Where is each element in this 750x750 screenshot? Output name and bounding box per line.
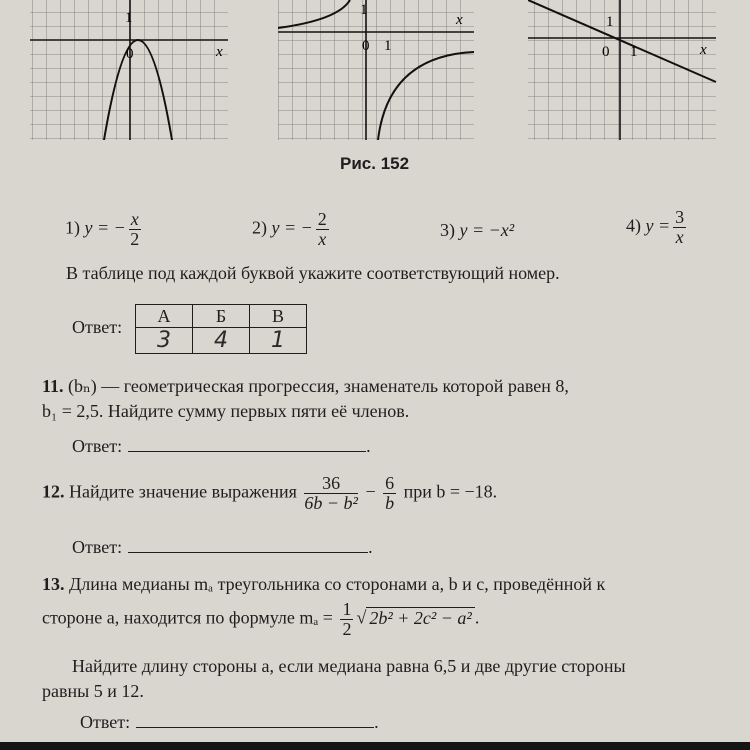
graph-c-svg [528, 0, 718, 140]
numerator: x [130, 209, 139, 229]
tick-x-label: 1 [630, 44, 638, 60]
problem-13-line1 [42, 574, 605, 595]
problem-13-text3: Найдите длину стороны a, если медиана равна 6,5 и две другие стороны [72, 656, 626, 676]
numerator: 36 [304, 474, 358, 494]
formula-1-lhs: y = − [84, 217, 126, 238]
problem-13-answer [80, 712, 379, 733]
x-axis-label: x [216, 44, 223, 60]
answer-input-line[interactable] [128, 538, 368, 553]
header-cell: А [136, 305, 193, 328]
graph-c [528, 0, 718, 140]
one-half-fraction [340, 600, 353, 639]
figure-caption: Рис. 152 [340, 154, 410, 173]
sqrt-sign: √ [356, 607, 367, 628]
minus-sign: − [365, 481, 376, 502]
origin-label: 0 [126, 46, 134, 62]
problem-12-condition: при b = −18. [403, 481, 498, 502]
problem-13-text4: равны 5 и 12. [42, 681, 144, 701]
formula-4-num: 4) [626, 215, 641, 236]
problem-11-answer [72, 436, 371, 457]
radicand: 2b² + 2c² − a² [366, 607, 474, 628]
denominator: 2 [342, 618, 352, 639]
graph-b-svg [278, 0, 478, 140]
x-axis-label: x [456, 12, 463, 28]
problem-11-number: 11. [42, 376, 64, 396]
problem-12-number: 12. [42, 481, 65, 502]
answer-label: Ответ: [72, 537, 123, 557]
answer-dot: . [374, 712, 379, 732]
formula-3 [440, 220, 514, 241]
period: . [474, 607, 480, 628]
answer-input-line[interactable] [136, 713, 374, 728]
problem-13-line2 [42, 600, 479, 639]
answer-dot: . [368, 537, 373, 557]
formula-4-lhs: y = [645, 215, 671, 236]
formula-1-fraction [129, 210, 141, 249]
formula-3-expr: y = −x² [459, 220, 515, 240]
denominator: x [675, 226, 684, 247]
origin-label: 0 [602, 44, 610, 60]
problem-12-fraction-2 [383, 474, 396, 513]
answer-label: Ответ: [72, 436, 123, 456]
answer-table-wrap [135, 304, 307, 354]
problem-11-text1: (bₙ) — геометрическая прогрессия, знаменатель которой равен 8, [68, 376, 569, 396]
formula-1 [65, 210, 144, 249]
graph-b [278, 0, 478, 140]
tick-y-label: 1 [125, 10, 133, 26]
x-axis-label: x [700, 42, 707, 58]
problem-12 [42, 474, 497, 513]
header-cell: В [250, 305, 307, 328]
answer-dot: . [366, 436, 371, 456]
problem-11-text2: b₁ = 2,5. Найдите сумму первых пяти её членов. [42, 401, 410, 421]
numerator: 2 [317, 209, 327, 229]
problem-13-text2: стороне a, находится по формуле mₐ = [42, 607, 333, 628]
formula-4-fraction [673, 208, 686, 247]
formula-2-lhs: y = − [271, 217, 313, 238]
page-bottom-edge [0, 742, 750, 750]
formula-2-num: 2) [252, 217, 267, 238]
answer-input-line[interactable] [128, 437, 366, 452]
header-cell: Б [193, 305, 250, 328]
problem-12-fraction-1 [304, 474, 358, 513]
answer-table-header-row [136, 305, 307, 328]
formula-1-num: 1) [65, 217, 80, 238]
formula-3-num: 3) [440, 220, 455, 240]
denominator: 2 [130, 228, 140, 249]
answer-label: Ответ: [72, 317, 123, 337]
numerator: 1 [342, 599, 352, 619]
answer-table [135, 304, 307, 354]
instruction-text: В таблице под каждой буквой укажите соответствующий номер. [66, 263, 560, 283]
problem-13-text1: Длина медианы mₐ треугольника со сторонами a, b и c, проведённой к [69, 574, 606, 594]
tick-y-label: 1 [606, 14, 614, 30]
graph-a [30, 0, 230, 140]
numerator: 6 [385, 473, 395, 493]
tick-x-label: 1 [384, 38, 392, 54]
answer-label: Ответ: [80, 712, 131, 732]
formula-4 [626, 208, 689, 247]
handwritten-value[interactable]: 3 [136, 328, 193, 354]
numerator: 3 [675, 207, 685, 227]
origin-label: 0 [362, 38, 370, 54]
answer-table-value-row [136, 328, 307, 354]
formula-2 [252, 210, 332, 249]
denominator: b [385, 492, 395, 513]
problem-13-number: 13. [42, 574, 65, 594]
problem-12-text: Найдите значение выражения [69, 481, 297, 502]
grid [278, 0, 474, 140]
tick-y-label: 1 [360, 2, 368, 18]
denominator: x [318, 228, 327, 249]
handwritten-value[interactable]: 4 [193, 328, 250, 354]
handwritten-value[interactable]: 1 [250, 328, 307, 354]
denominator: 6b − b² [304, 492, 358, 513]
problem-12-answer [72, 537, 373, 558]
graph-a-svg [30, 0, 230, 140]
formula-2-fraction [316, 210, 329, 249]
problem-11-line1 [42, 376, 569, 397]
